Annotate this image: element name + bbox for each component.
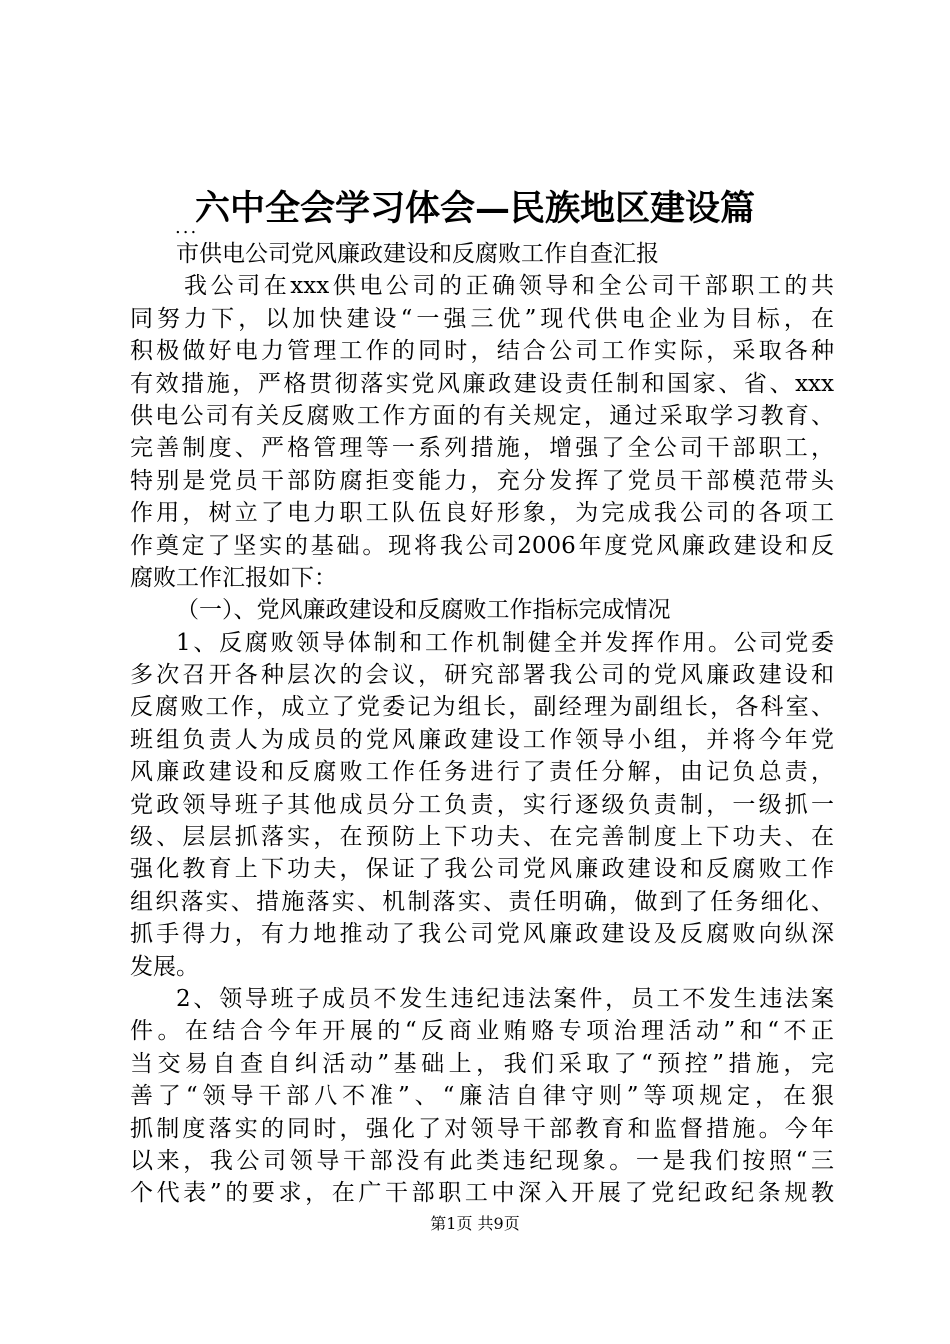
paragraph-line: 抓手得力，有力地推动了我公司党风廉政建设及反腐败向纵深 (130, 921, 834, 948)
paragraph-line: 抓制度落实的同时，强化了对领导干部教育和监督措施。今年 (130, 1115, 834, 1142)
page-number-footer: 第1页 共9页 (430, 1214, 520, 1233)
paragraph-line: 积极做好电力管理工作的同时，结合公司工作实际，采取各种 (130, 338, 834, 365)
document-body (130, 238, 834, 1210)
paragraph-line: 作用，树立了电力职工队伍良好形象，为完成我公司的各项工 (130, 500, 834, 527)
ellipsis-mark: ... (175, 217, 199, 238)
document-title: 六中全会学习体会—民族地区建设篇 (194, 188, 755, 229)
paragraph-line: 发展。 (130, 953, 199, 980)
section-heading: （一）、党风廉政建设和反腐败工作指标完成情况 (176, 597, 671, 624)
paragraph-line: 作奠定了坚实的基础。现将我公司2006年度党风廉政建设和反 (130, 532, 834, 559)
paragraph-line: 件。在结合今年开展的“反商业贿赂专项治理活动”和“不正 (130, 1018, 834, 1045)
paragraph-line: 当交易自查自纠活动”基础上，我们采取了“预控”措施，完 (130, 1050, 834, 1077)
paragraph-line: 级、层层抓落实，在预防上下功夫、在完善制度上下功夫、在 (130, 824, 834, 851)
paragraph-line: 我公司在xxx供电公司的正确领导和全公司干部职工的共 (184, 273, 834, 300)
paragraph-line: 风廉政建设和反腐败工作任务进行了责任分解，由记负总责， (130, 759, 834, 786)
paragraph-line: 以来，我公司领导干部没有此类违纪现象。一是我们按照“三 (130, 1147, 834, 1174)
paragraph-line: 党政领导班子其他成员分工负责，实行逐级负责制，一级抓一 (130, 791, 834, 818)
paragraph-line: 班组负责人为成员的党风廉政建设工作领导小组，并将今年党 (130, 726, 834, 753)
paragraph-line: 2、领导班子成员不发生违纪违法案件，员工不发生违法案 (176, 985, 834, 1012)
paragraph-line: 多次召开各种层次的会议，研究部署我公司的党风廉政建设和 (130, 662, 834, 689)
paragraph-line: 善了“领导干部八不准”、“廉洁自律守则”等项规定，在狠 (130, 1083, 834, 1110)
paragraph-line: 完善制度、严格管理等一系列措施，增强了全公司干部职工， (130, 435, 834, 462)
paragraph-line: 特别是党员干部防腐拒变能力，充分发挥了党员干部模范带头 (130, 467, 834, 494)
subtitle-line: 市供电公司党风廉政建设和反腐败工作自查汇报 (176, 241, 659, 267)
paragraph-line: 1、反腐败领导体制和工作机制健全并发挥作用。公司党委 (176, 629, 834, 656)
paragraph-line: 有效措施，严格贯彻落实党风廉政建设责任制和国家、省、xxx (130, 370, 834, 397)
paragraph-line: 反腐败工作，成立了党委记为组长，副经理为副组长，各科室、 (130, 694, 834, 721)
paragraph-line: 腐败工作汇报如下： (130, 564, 337, 591)
paragraph-line: 强化教育上下功夫，保证了我公司党风廉政建设和反腐败工作 (130, 856, 834, 883)
paragraph-line: 组织落实、措施落实、机制落实、责任明确，做到了任务细化、 (130, 888, 834, 915)
paragraph-line: 供电公司有关反腐败工作方面的有关规定，通过采取学习教育、 (130, 402, 834, 429)
paragraph-line: 个代表”的要求，在广干部职工中深入开展了党纪政纪条规教 (130, 1180, 834, 1207)
paragraph-line: 同努力下，以加快建设“一强三优”现代供电企业为目标，在 (130, 305, 834, 332)
